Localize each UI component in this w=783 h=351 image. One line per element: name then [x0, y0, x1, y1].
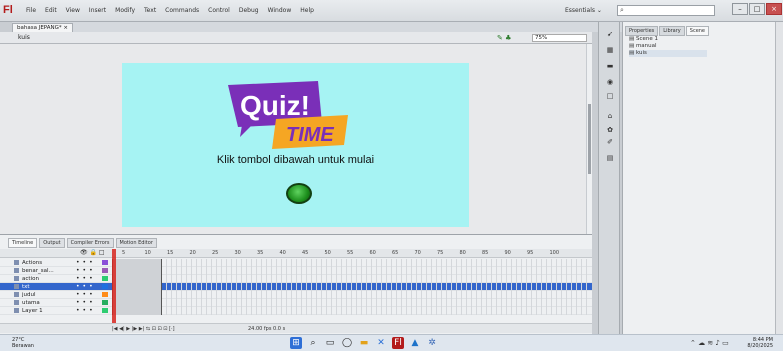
timeline-layer[interactable]: [0, 299, 592, 307]
layer-keyframes[interactable]: [112, 267, 162, 275]
align-icon[interactable]: ▬: [606, 62, 614, 70]
frame-number: 75: [437, 250, 444, 256]
scene-item-selected[interactable]: [629, 50, 707, 57]
layer-keyframes[interactable]: [112, 299, 162, 307]
layer-name: Layer 1: [22, 308, 43, 314]
edit-bar: [0, 32, 592, 44]
layer-keyframes[interactable]: [112, 307, 162, 315]
layer-name: judul: [22, 292, 36, 298]
layer-frames[interactable]: [112, 259, 590, 267]
tab-timeline[interactable]: Timeline: [8, 238, 37, 248]
start-icon[interactable]: ⊞: [290, 337, 302, 349]
layer-color-swatch[interactable]: [102, 308, 108, 313]
frame-number: 30: [234, 250, 241, 256]
menu-text[interactable]: Text: [144, 7, 157, 14]
layer-keyframes[interactable]: [112, 259, 162, 267]
layer-icon: [14, 276, 19, 281]
frame-number: 60: [369, 250, 376, 256]
app-logo: Fl: [3, 4, 13, 16]
timeline-layer[interactable]: [0, 291, 592, 299]
layer-icon: [14, 308, 19, 313]
frame-number: 25: [212, 250, 219, 256]
help-search-input[interactable]: [617, 5, 715, 16]
date: 8/20/2025: [747, 343, 773, 349]
menu-debug[interactable]: Debug: [238, 7, 259, 14]
layer-keyframes[interactable]: [112, 275, 162, 283]
components-icon[interactable]: ✿: [607, 126, 613, 134]
layer-frames[interactable]: [112, 283, 590, 291]
menu-window[interactable]: Window: [267, 7, 292, 14]
tab-output[interactable]: Output: [39, 238, 64, 248]
layer-visibility-lock[interactable]: •••: [76, 291, 96, 298]
frame-number: 65: [392, 250, 399, 256]
scene-item[interactable]: [629, 43, 707, 50]
menu-edit[interactable]: Edit: [45, 7, 57, 14]
weather-condition: Berawan: [12, 343, 34, 349]
file-explorer-icon[interactable]: ▬: [359, 338, 369, 348]
frame-number: 90: [504, 250, 511, 256]
layer-icon: [14, 260, 19, 265]
settings-icon[interactable]: ✲: [428, 338, 436, 348]
menu-modify[interactable]: Modify: [115, 7, 136, 14]
frame-number: 10: [144, 250, 151, 256]
menu-commands[interactable]: Commands: [165, 7, 200, 14]
scene-icon: ▤: [629, 50, 636, 56]
motion-presets-icon[interactable]: ✐: [607, 138, 613, 146]
timeline-status: 24.00 fps 0.0 s: [248, 326, 286, 332]
tab-properties[interactable]: Properties: [625, 26, 658, 36]
clock[interactable]: [735, 337, 773, 349]
frame-number: 40: [279, 250, 286, 256]
layer-frames[interactable]: [112, 299, 590, 307]
scene-icon: ▤: [629, 36, 636, 42]
layer-icon: [14, 300, 19, 305]
current-scene-label[interactable]: kuis: [18, 34, 30, 41]
photos-icon[interactable]: ▲: [411, 338, 419, 348]
chat-icon[interactable]: ◯: [341, 338, 353, 348]
layer-name: benar_sal...: [22, 268, 54, 274]
tab-compiler-errors[interactable]: Compiler Errors: [67, 238, 114, 248]
scene-item[interactable]: [629, 36, 707, 43]
scrollbar-thumb[interactable]: [588, 104, 591, 174]
layer-name: utama: [22, 300, 40, 306]
layer-header-icons: 👁 🔒 □: [80, 249, 105, 256]
timeline-layer[interactable]: [0, 307, 592, 315]
minimize-button[interactable]: –: [732, 3, 748, 15]
layer-visibility-lock[interactable]: •••: [76, 283, 96, 290]
timeline-layer[interactable]: [0, 259, 592, 267]
menu-control[interactable]: Control: [208, 7, 230, 14]
quiz-logo-word: Quiz!: [240, 90, 310, 121]
layer-color-swatch[interactable]: [102, 268, 108, 273]
zoom-select[interactable]: 75%: [532, 34, 587, 42]
layer-keyframes[interactable]: [112, 283, 162, 291]
layer-color-swatch[interactable]: [102, 292, 108, 297]
layer-frames[interactable]: [112, 291, 590, 299]
edit-symbol-icons[interactable]: ✎ ♣: [497, 34, 512, 42]
panel-collapse-strip[interactable]: [775, 22, 783, 334]
scene-item-label: kuis: [635, 50, 647, 56]
timeline-footer: [0, 323, 592, 333]
layer-visibility-lock[interactable]: •••: [76, 299, 96, 306]
scene-icon: ▤: [629, 43, 636, 49]
frame-number: 80: [459, 250, 466, 256]
menu-help[interactable]: Help: [300, 7, 314, 14]
layer-color-swatch[interactable]: [102, 276, 108, 281]
layer-frames[interactable]: [112, 307, 590, 315]
layer-color-swatch[interactable]: [102, 300, 108, 305]
search-icon: ⌕: [620, 6, 624, 14]
transform-icon[interactable]: ⌂: [607, 112, 613, 120]
library-icon[interactable]: ▦: [606, 46, 614, 54]
layer-visibility-lock[interactable]: •••: [76, 307, 96, 314]
maximize-button[interactable]: □: [749, 3, 765, 15]
frame-ruler[interactable]: [0, 249, 592, 258]
layer-icon: [14, 292, 19, 297]
animate-app-icon[interactable]: Fl: [392, 337, 404, 349]
layer-keyframes[interactable]: [112, 291, 162, 299]
frame-number: 35: [257, 250, 264, 256]
layer-visibility-lock[interactable]: •••: [76, 267, 96, 274]
timeline-layer[interactable]: [0, 283, 592, 291]
weather-widget[interactable]: [12, 337, 34, 349]
playback-controls[interactable]: |◀ ◀| ▶ |▶ ▶| ⇆ ⊡ ⊡ ⊡ [·]: [112, 326, 175, 332]
start-button[interactable]: [286, 183, 312, 204]
frame-number: 20: [189, 250, 196, 256]
menu-file[interactable]: File: [26, 7, 37, 14]
right-panel: [622, 22, 783, 334]
frame-number: 45: [302, 250, 309, 256]
layer-name: txt: [22, 284, 30, 290]
frame-number: 15: [167, 250, 174, 256]
menu-list: [26, 7, 314, 14]
layer-frames[interactable]: [112, 267, 590, 275]
playhead[interactable]: [112, 249, 116, 324]
layer-color-swatch[interactable]: [102, 284, 108, 289]
timeline-tabs: [8, 238, 157, 248]
menu-view[interactable]: View: [65, 7, 80, 14]
color-icon[interactable]: ◉: [606, 78, 614, 86]
instruction-text: Klik tombol dibawah untuk mulai: [216, 154, 375, 166]
taskbar-apps: [290, 337, 438, 349]
frame-number: 100: [549, 250, 560, 256]
document-tab[interactable]: bahasa JEPANG* ×: [12, 23, 73, 32]
time: 8:44 PM: [752, 337, 773, 343]
layer-name: action: [22, 276, 39, 282]
frame-number: 85: [482, 250, 489, 256]
tab-motion-editor[interactable]: Motion Editor: [116, 238, 157, 248]
menu-insert[interactable]: Insert: [88, 7, 107, 14]
tab-scene[interactable]: Scene: [686, 26, 709, 36]
panel-tabs: [623, 26, 709, 36]
layer-visibility-lock[interactable]: •••: [76, 275, 96, 282]
scene-item-label: manual: [635, 43, 657, 49]
frame-number: 95: [527, 250, 534, 256]
selection-tool-icon[interactable]: ➹: [607, 30, 613, 38]
info-icon[interactable]: □: [606, 92, 614, 100]
stage[interactable]: [122, 63, 469, 227]
menu-bar: [0, 0, 783, 22]
timeline-layer[interactable]: [0, 267, 592, 275]
timeline-layer[interactable]: [0, 275, 592, 283]
frame-number: 50: [324, 250, 331, 256]
stage-scrollbar[interactable]: [586, 44, 592, 234]
vscode-icon[interactable]: ✕: [377, 338, 385, 348]
time-logo-word: TIME: [286, 124, 334, 146]
frame-numbers: [120, 249, 590, 258]
layer-list: [0, 259, 592, 315]
window-controls: [732, 3, 782, 15]
system-tray[interactable]: ⌃ ☁ ≋ ♪ ▭: [690, 339, 729, 347]
timeline-panel: [0, 234, 592, 334]
frame-number: 5: [122, 250, 126, 256]
layer-icon: [14, 268, 19, 273]
layer-color-swatch[interactable]: [102, 260, 108, 265]
scene-list: [629, 36, 707, 57]
layer-visibility-lock[interactable]: •••: [76, 259, 96, 266]
layer-frames[interactable]: [112, 275, 590, 283]
history-icon[interactable]: ▤: [606, 154, 614, 162]
close-button[interactable]: ×: [766, 3, 782, 15]
scene-item-label: Scene 1: [635, 36, 658, 42]
frame-number: 70: [414, 250, 421, 256]
tools-panel: [598, 22, 620, 334]
frame-number: 55: [347, 250, 354, 256]
workspace-switcher[interactable]: Essentials ⌄: [565, 7, 602, 14]
taskbar: [0, 334, 783, 351]
task-view-icon[interactable]: ▭: [325, 338, 335, 348]
quiz-time-logo: [220, 79, 352, 155]
tab-library[interactable]: Library: [659, 26, 684, 36]
temperature: 27°C: [12, 337, 25, 343]
layer-icon: [14, 284, 19, 289]
layer-name: Actions: [22, 260, 43, 266]
search-icon[interactable]: ⌕: [310, 338, 316, 348]
